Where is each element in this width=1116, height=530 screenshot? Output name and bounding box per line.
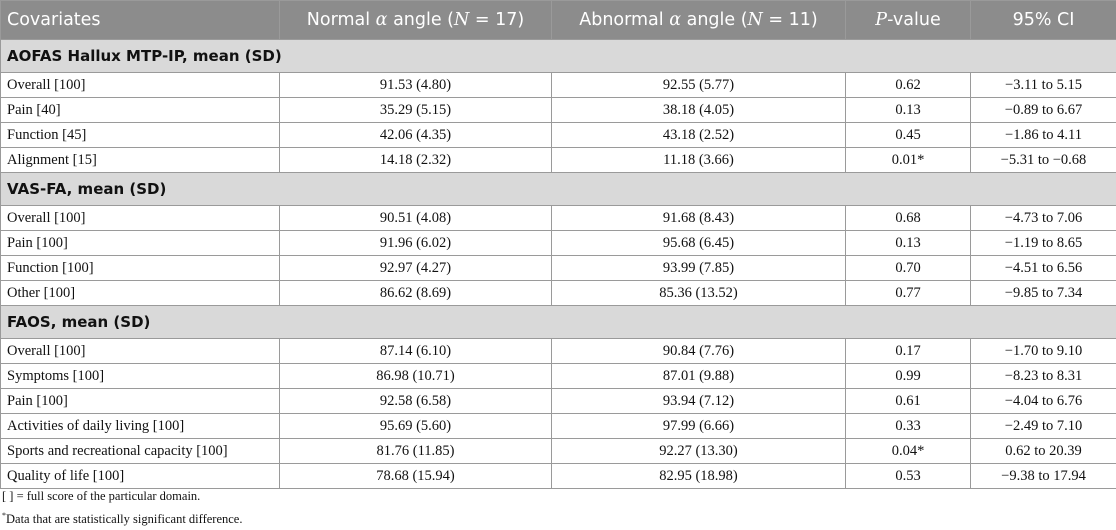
header-normal-angle — [280, 1, 552, 40]
table-row — [1, 206, 1116, 231]
table-row — [1, 439, 1116, 464]
table-row — [1, 464, 1116, 489]
table-row — [1, 231, 1116, 256]
header-normal-prefix: Normal — [306, 10, 376, 30]
covariate-cell: Overall [100] — [1, 73, 280, 98]
normal-mean-cell: 87.14 (6.10) — [280, 339, 552, 364]
abnormal-mean-cell: 11.18 (3.66) — [552, 148, 846, 173]
p-value-cell: 0.77 — [846, 281, 971, 306]
table-row — [1, 256, 1116, 281]
covariate-cell: Function [45] — [1, 123, 280, 148]
table-row — [1, 98, 1116, 123]
covariate-cell: Symptoms [100] — [1, 364, 280, 389]
p-value-cell: 0.53 — [846, 464, 971, 489]
normal-mean-cell: 90.51 (4.08) — [280, 206, 552, 231]
ci-cell: 0.62 to 20.39 — [971, 439, 1116, 464]
footnotes — [2, 486, 242, 529]
p-value-cell: 0.13 — [846, 98, 971, 123]
header-ci: 95% CI — [971, 1, 1116, 40]
header-p-italic: P — [875, 10, 888, 30]
p-value-cell: 0.45 — [846, 123, 971, 148]
abnormal-mean-cell: 92.27 (13.30) — [552, 439, 846, 464]
ci-cell: −1.19 to 8.65 — [971, 231, 1116, 256]
ci-cell: −2.49 to 7.10 — [971, 414, 1116, 439]
abnormal-mean-cell: 93.94 (7.12) — [552, 389, 846, 414]
covariate-cell: Sports and recreational capacity [100] — [1, 439, 280, 464]
ci-cell: −9.38 to 17.94 — [971, 464, 1116, 489]
ci-cell: −1.70 to 9.10 — [971, 339, 1116, 364]
footnote-asterisk-text: Data that are statistically significant difference. — [6, 512, 243, 527]
table-row — [1, 364, 1116, 389]
section-row — [1, 173, 1116, 206]
table-row — [1, 148, 1116, 173]
section-row — [1, 306, 1116, 339]
p-value-cell: 0.70 — [846, 256, 971, 281]
section-title: VAS-FA, mean (SD) — [1, 173, 1116, 206]
header-p-suffix: -value — [887, 10, 941, 30]
table-row — [1, 389, 1116, 414]
abnormal-mean-cell: 91.68 (8.43) — [552, 206, 846, 231]
ci-cell: −0.89 to 6.67 — [971, 98, 1116, 123]
table-row — [1, 123, 1116, 148]
footnote-asterisk-mark: * — [2, 511, 6, 520]
header-abnormal-mid: angle ( — [681, 10, 748, 30]
covariate-cell: Overall [100] — [1, 206, 280, 231]
normal-mean-cell: 92.97 (4.27) — [280, 256, 552, 281]
p-value-cell: 0.62 — [846, 73, 971, 98]
abnormal-mean-cell: 87.01 (9.88) — [552, 364, 846, 389]
header-covariates: Covariates — [1, 1, 280, 40]
section-title: AOFAS Hallux MTP-IP, mean (SD) — [1, 40, 1116, 73]
normal-mean-cell: 95.69 (5.60) — [280, 414, 552, 439]
header-abnormal-n: N — [747, 10, 763, 30]
abnormal-mean-cell: 82.95 (18.98) — [552, 464, 846, 489]
header-row — [1, 1, 1116, 40]
covariate-cell: Function [100] — [1, 256, 280, 281]
covariate-cell: Alignment [15] — [1, 148, 280, 173]
normal-mean-cell: 91.96 (6.02) — [280, 231, 552, 256]
footnote-brackets: [ ] = full score of the particular domain. — [2, 489, 201, 503]
covariate-cell: Activities of daily living [100] — [1, 414, 280, 439]
covariate-cell: Overall [100] — [1, 339, 280, 364]
p-value-cell: 0.68 — [846, 206, 971, 231]
table-row — [1, 73, 1116, 98]
table-row — [1, 414, 1116, 439]
header-normal-symbol: α — [375, 10, 388, 30]
covariate-cell: Other [100] — [1, 281, 280, 306]
covariate-cell: Pain [40] — [1, 98, 280, 123]
header-normal-n: N — [454, 10, 470, 30]
covariate-cell: Pain [100] — [1, 389, 280, 414]
ci-cell: −5.31 to −0.68 — [971, 148, 1116, 173]
ci-cell: −4.04 to 6.76 — [971, 389, 1116, 414]
p-value-cell: 0.01* — [846, 148, 971, 173]
abnormal-mean-cell: 95.68 (6.45) — [552, 231, 846, 256]
covariate-cell: Quality of life [100] — [1, 464, 280, 489]
p-value-cell: 0.04* — [846, 439, 971, 464]
ci-cell: −4.51 to 6.56 — [971, 256, 1116, 281]
abnormal-mean-cell: 97.99 (6.66) — [552, 414, 846, 439]
header-abnormal-suffix: = 11) — [762, 10, 818, 30]
abnormal-mean-cell: 90.84 (7.76) — [552, 339, 846, 364]
normal-mean-cell: 42.06 (4.35) — [280, 123, 552, 148]
ci-cell: −4.73 to 7.06 — [971, 206, 1116, 231]
footnote-asterisk — [2, 506, 242, 529]
normal-mean-cell: 91.53 (4.80) — [280, 73, 552, 98]
section-row — [1, 40, 1116, 73]
normal-mean-cell: 86.62 (8.69) — [280, 281, 552, 306]
p-value-cell: 0.17 — [846, 339, 971, 364]
header-normal-suffix: = 17) — [469, 10, 525, 30]
abnormal-mean-cell: 92.55 (5.77) — [552, 73, 846, 98]
p-value-cell: 0.99 — [846, 364, 971, 389]
ci-cell: −9.85 to 7.34 — [971, 281, 1116, 306]
normal-mean-cell: 78.68 (15.94) — [280, 464, 552, 489]
abnormal-mean-cell: 38.18 (4.05) — [552, 98, 846, 123]
abnormal-mean-cell: 85.36 (13.52) — [552, 281, 846, 306]
normal-mean-cell: 14.18 (2.32) — [280, 148, 552, 173]
header-abnormal-prefix: Abnormal — [579, 10, 670, 30]
normal-mean-cell: 92.58 (6.58) — [280, 389, 552, 414]
p-value-cell: 0.33 — [846, 414, 971, 439]
normal-mean-cell: 86.98 (10.71) — [280, 364, 552, 389]
p-value-cell: 0.13 — [846, 231, 971, 256]
normal-mean-cell: 35.29 (5.15) — [280, 98, 552, 123]
section-title: FAOS, mean (SD) — [1, 306, 1116, 339]
header-abnormal-angle — [552, 1, 846, 40]
header-p-value — [846, 1, 971, 40]
table-row — [1, 339, 1116, 364]
ci-cell: −1.86 to 4.11 — [971, 123, 1116, 148]
abnormal-mean-cell: 43.18 (2.52) — [552, 123, 846, 148]
ci-cell: −8.23 to 8.31 — [971, 364, 1116, 389]
ci-cell: −3.11 to 5.15 — [971, 73, 1116, 98]
table-header — [1, 1, 1116, 40]
p-value-cell: 0.61 — [846, 389, 971, 414]
table-body — [1, 40, 1116, 489]
abnormal-mean-cell: 93.99 (7.85) — [552, 256, 846, 281]
normal-mean-cell: 81.76 (11.85) — [280, 439, 552, 464]
header-abnormal-symbol: α — [669, 10, 682, 30]
header-normal-mid: angle ( — [387, 10, 455, 30]
table-row — [1, 281, 1116, 306]
covariate-cell: Pain [100] — [1, 231, 280, 256]
